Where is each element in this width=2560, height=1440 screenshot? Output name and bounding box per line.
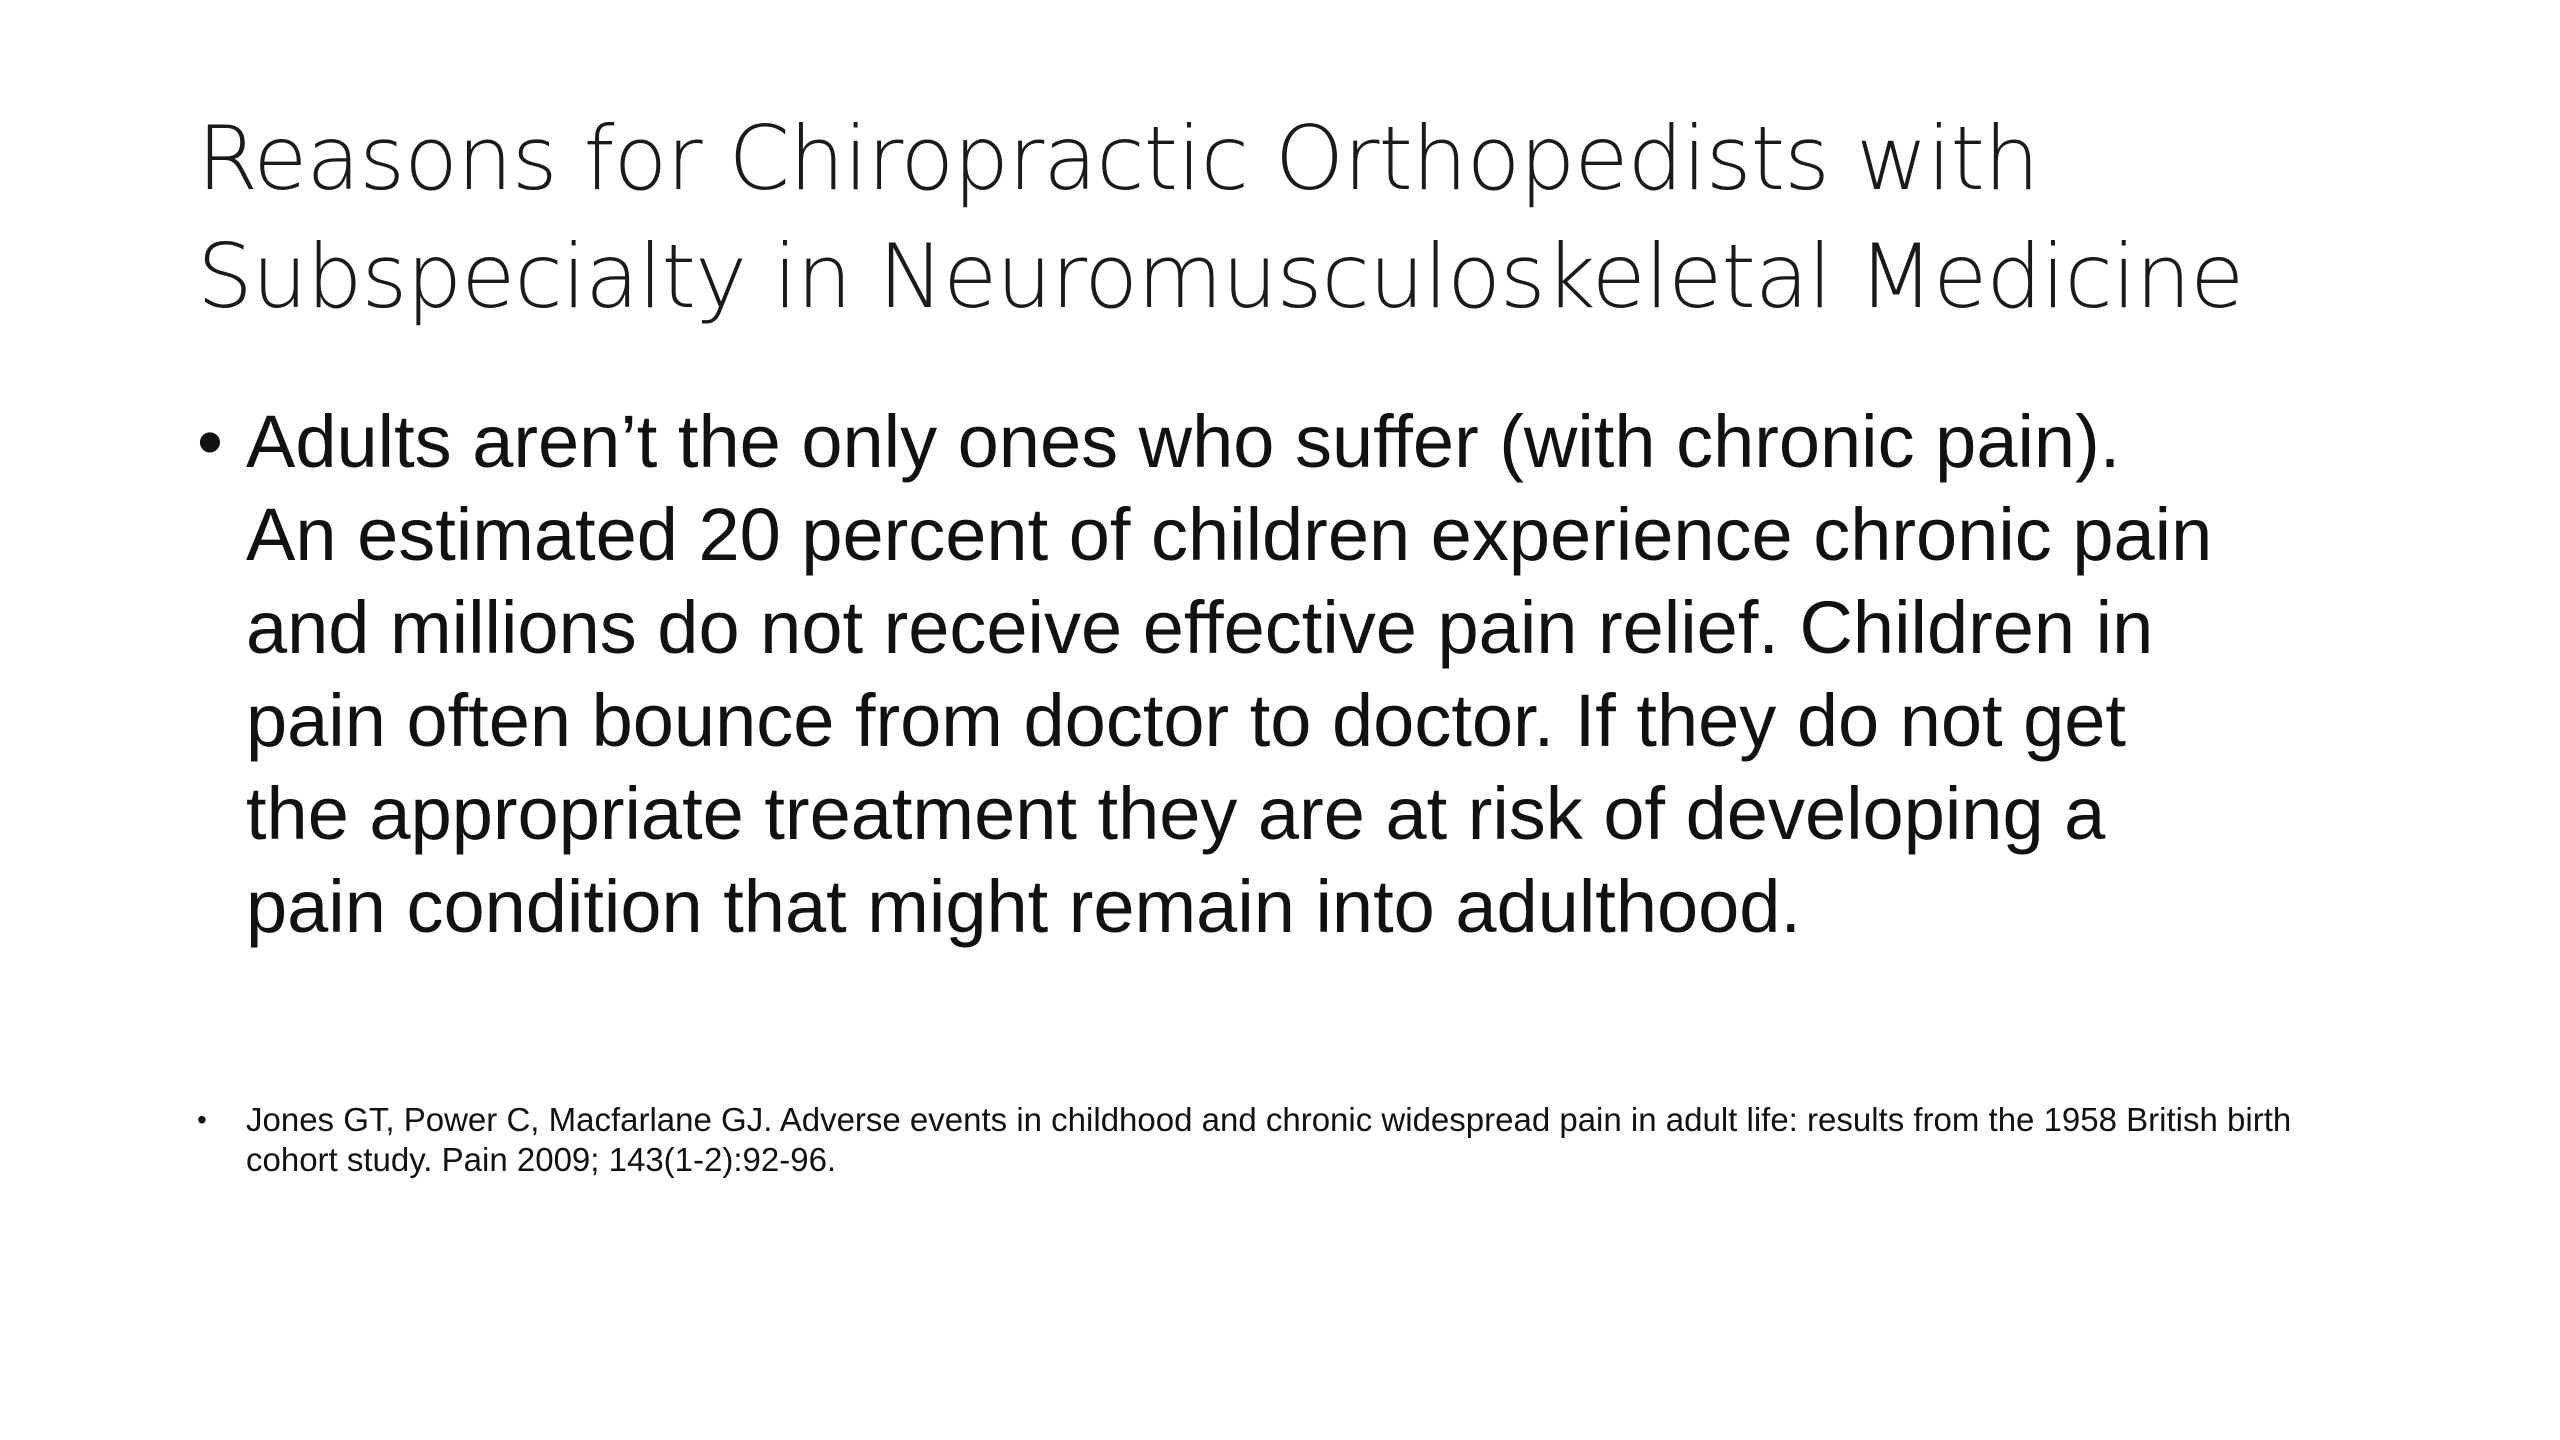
body-bullet-item bbox=[197, 395, 2457, 953]
body-text-line-3: and millions do not receive effective pain relief. Children in bbox=[246, 586, 2154, 669]
body-text-line-6: pain condition that might remain into adulthood. bbox=[246, 865, 1802, 948]
slide-title-line-1: Reasons for Chiropractic Orthopedists with bbox=[197, 107, 2039, 210]
body-text-line-4: pain often bounce from doctor to doctor. If they do not get bbox=[246, 679, 2126, 762]
reference-item bbox=[197, 1100, 2497, 1180]
slide-title-line-2: Subspecialty in Neuromusculoskeletal Medicine bbox=[197, 225, 2244, 328]
reference-text-line-1: Jones GT, Power C, Macfarlane GJ. Adverse events in childhood and chronic widespread pain in adult life: results from the 1958 British birth bbox=[246, 1101, 2292, 1138]
bullet-dot-icon: • bbox=[197, 400, 223, 483]
body-bullet-list bbox=[197, 395, 2457, 953]
body-text-line-2: An estimated 20 percent of children experience chronic pain bbox=[246, 493, 2213, 576]
reference-list bbox=[197, 1100, 2497, 1180]
reference-text-line-2: cohort study. Pain 2009; 143(1-2):92-96. bbox=[246, 1141, 837, 1178]
slide-title bbox=[197, 100, 2397, 336]
body-text-line-1: Adults aren’t the only ones who suffer (with chronic pain). bbox=[246, 400, 2121, 483]
reference-bullet-icon: • bbox=[197, 1104, 207, 1135]
body-text-line-5: the appropriate treatment they are at risk of developing a bbox=[246, 772, 2106, 855]
